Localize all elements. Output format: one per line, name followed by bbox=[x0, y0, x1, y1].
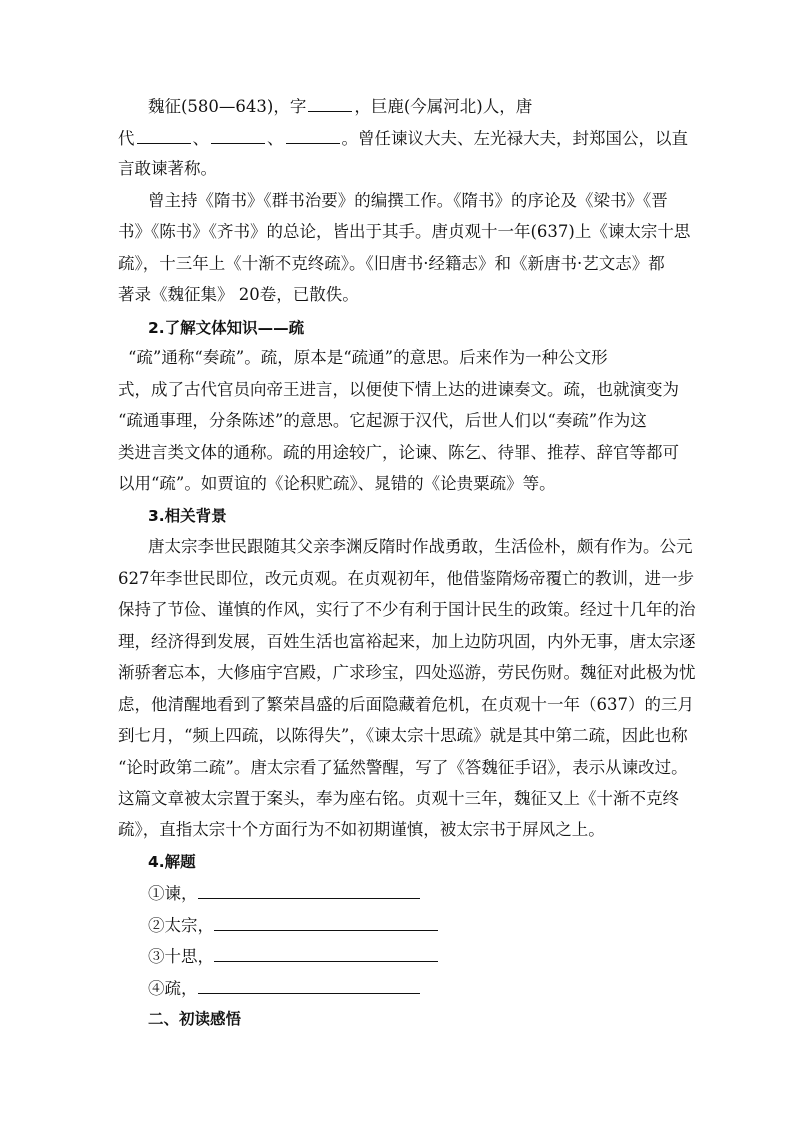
answer-blank[interactable] bbox=[198, 977, 420, 994]
section-3-line: 理，经济得到发展，百姓生活也富裕起来，加上边防巩固，内外无事，唐太宗逐 bbox=[118, 632, 696, 651]
section-3-line: 627年李世民即位，改元贞观。在贞观初年，他借鉴隋炀帝覆亡的教训，进一步 bbox=[118, 569, 694, 588]
intro-text: 魏征(580—643)，字 bbox=[148, 97, 307, 116]
intro-line-5: 书》《陈书》《齐书》的总论，皆出于其手。唐贞观十一年(637)上《谏太宗十思 bbox=[118, 222, 691, 241]
section-3-line: 唐太宗李世民跟随其父亲李渊反隋时作战勇敢，生活俭朴，颇有作为。公元 bbox=[148, 537, 693, 556]
intro-line-7: 著录《魏征集》 20卷，已散佚。 bbox=[118, 285, 359, 304]
intro-line-3: 言敢谏著称。 bbox=[118, 159, 217, 178]
sep: 、 bbox=[192, 129, 209, 148]
blank-title-3[interactable] bbox=[286, 128, 340, 144]
intro-text: ，巨鹿(今属河北)人，唐 bbox=[354, 97, 533, 116]
section-3-line: 疏》，直指太宗十个方面行为不如初期谨慎，被太宗书于屏风之上。 bbox=[118, 820, 605, 839]
section-5-title: 二、初读感悟 bbox=[148, 1010, 242, 1028]
section-2-title: 2.了解文体知识——疏 bbox=[148, 319, 305, 337]
blank-title-1[interactable] bbox=[137, 128, 191, 144]
intro-line-2 bbox=[118, 128, 688, 149]
answer-item-shu bbox=[148, 977, 708, 999]
blank-zi[interactable] bbox=[308, 96, 352, 112]
intro-line-4: 曾主持《隋书》《群书治要》的编撰工作。《隋书》的序论及《梁书》《晋 bbox=[148, 191, 668, 210]
section-3-line: 渐骄奢忘本，大修庙宇宫殿，广求珍宝，四处巡游，劳民伤财。魏征对此极为忧 bbox=[118, 663, 696, 682]
answer-label: ②太宗， bbox=[148, 916, 214, 935]
section-2-line: “疏通事理，分条陈述”的意思。它起源于汉代，后世人们以“奏疏”作为这 bbox=[118, 411, 647, 430]
answer-label: ④疏， bbox=[148, 979, 198, 998]
answer-item-jian bbox=[148, 882, 708, 904]
section-4-title: 4.解题 bbox=[148, 853, 196, 871]
section-3-line: 到七月，“频上四疏，以陈得失”，《谏太宗十思疏》就是其中第二疏，因此也称 bbox=[118, 726, 688, 745]
section-2-line: “疏”通称“奏疏”。疏，原本是“疏通”的意思。后来作为一种公文形 bbox=[128, 348, 608, 367]
section-3-title: 3.相关背景 bbox=[148, 507, 227, 525]
intro-text: 代 bbox=[118, 129, 135, 148]
intro-text: 。曾任谏议大夫、左光禄大夫，封郑国公，以直 bbox=[341, 129, 688, 148]
section-3-line: “论时政第二疏”。唐太宗看了猛然警醒，写了《答魏征手诏》，表示从谏改过。 bbox=[118, 758, 688, 777]
section-2-line: 式，成了古代官员向帝王进言，以便使下情上达的进谏奏文。疏，也就演变为 bbox=[118, 380, 679, 399]
answer-item-taizong bbox=[148, 914, 708, 936]
answer-blank[interactable] bbox=[198, 882, 420, 899]
answer-item-shisi bbox=[148, 945, 708, 967]
answer-label: ③十思， bbox=[148, 947, 214, 966]
section-3-line: 这篇文章被太宗置于案头，奉为座右铭。贞观十三年，魏征又上《十渐不克终 bbox=[118, 789, 679, 808]
sep: 、 bbox=[267, 129, 284, 148]
section-2-line: 以用“疏”。如贾谊的《论积贮疏》、晁错的《论贵粟疏》等。 bbox=[118, 474, 556, 493]
section-3-line: 保持了节俭、谨慎的作风，实行了不少有利于国计民生的政策。经过十几年的治 bbox=[118, 600, 696, 619]
intro-line-1 bbox=[148, 96, 708, 117]
answer-blank[interactable] bbox=[214, 914, 438, 931]
section-3-line: 虑，他清醒地看到了繁荣昌盛的后面隐藏着危机，在贞观十一年（637）的三月 bbox=[118, 695, 694, 714]
blank-title-2[interactable] bbox=[211, 128, 265, 144]
intro-line-6: 疏》，十三年上《十渐不克终疏》。《旧唐书·经籍志》和《新唐书·艺文志》都 bbox=[118, 254, 665, 273]
answer-label: ①谏， bbox=[148, 884, 198, 903]
answer-blank[interactable] bbox=[214, 945, 438, 962]
section-2-line: 类进言类文体的通称。疏的用途较广，论谏、陈乞、待罪、推荐、辞官等都可 bbox=[118, 443, 679, 462]
